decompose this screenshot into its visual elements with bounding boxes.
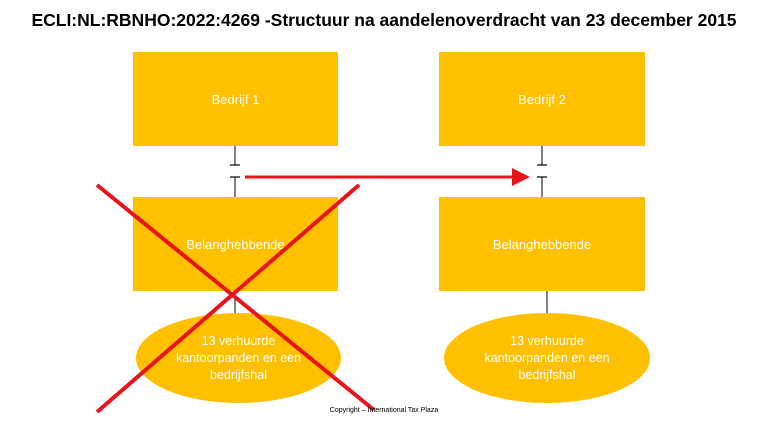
left-belanghebbende-label: Belanghebbende: [186, 236, 285, 252]
right-belanghebbende-label: Belanghebbende: [492, 236, 592, 252]
copyright-notice: Copyright – International Tax Plaza: [329, 407, 439, 414]
left-assets-label: 13 verhuurde kantoorpanden en een bedrijfshal: [175, 333, 302, 382]
diagram-title: ECLI:NL:RBNHO:2022:4269 -Structuur na aandelenoverdracht van 23 december 2015: [31, 10, 737, 30]
bedrijf-2-label: Bedrijf 2: [518, 91, 566, 107]
bedrijf-1-label: Bedrijf 1: [211, 91, 260, 107]
right-assets-label: 13 verhuurde kantoorpanden en een bedrijfshal: [484, 333, 610, 382]
